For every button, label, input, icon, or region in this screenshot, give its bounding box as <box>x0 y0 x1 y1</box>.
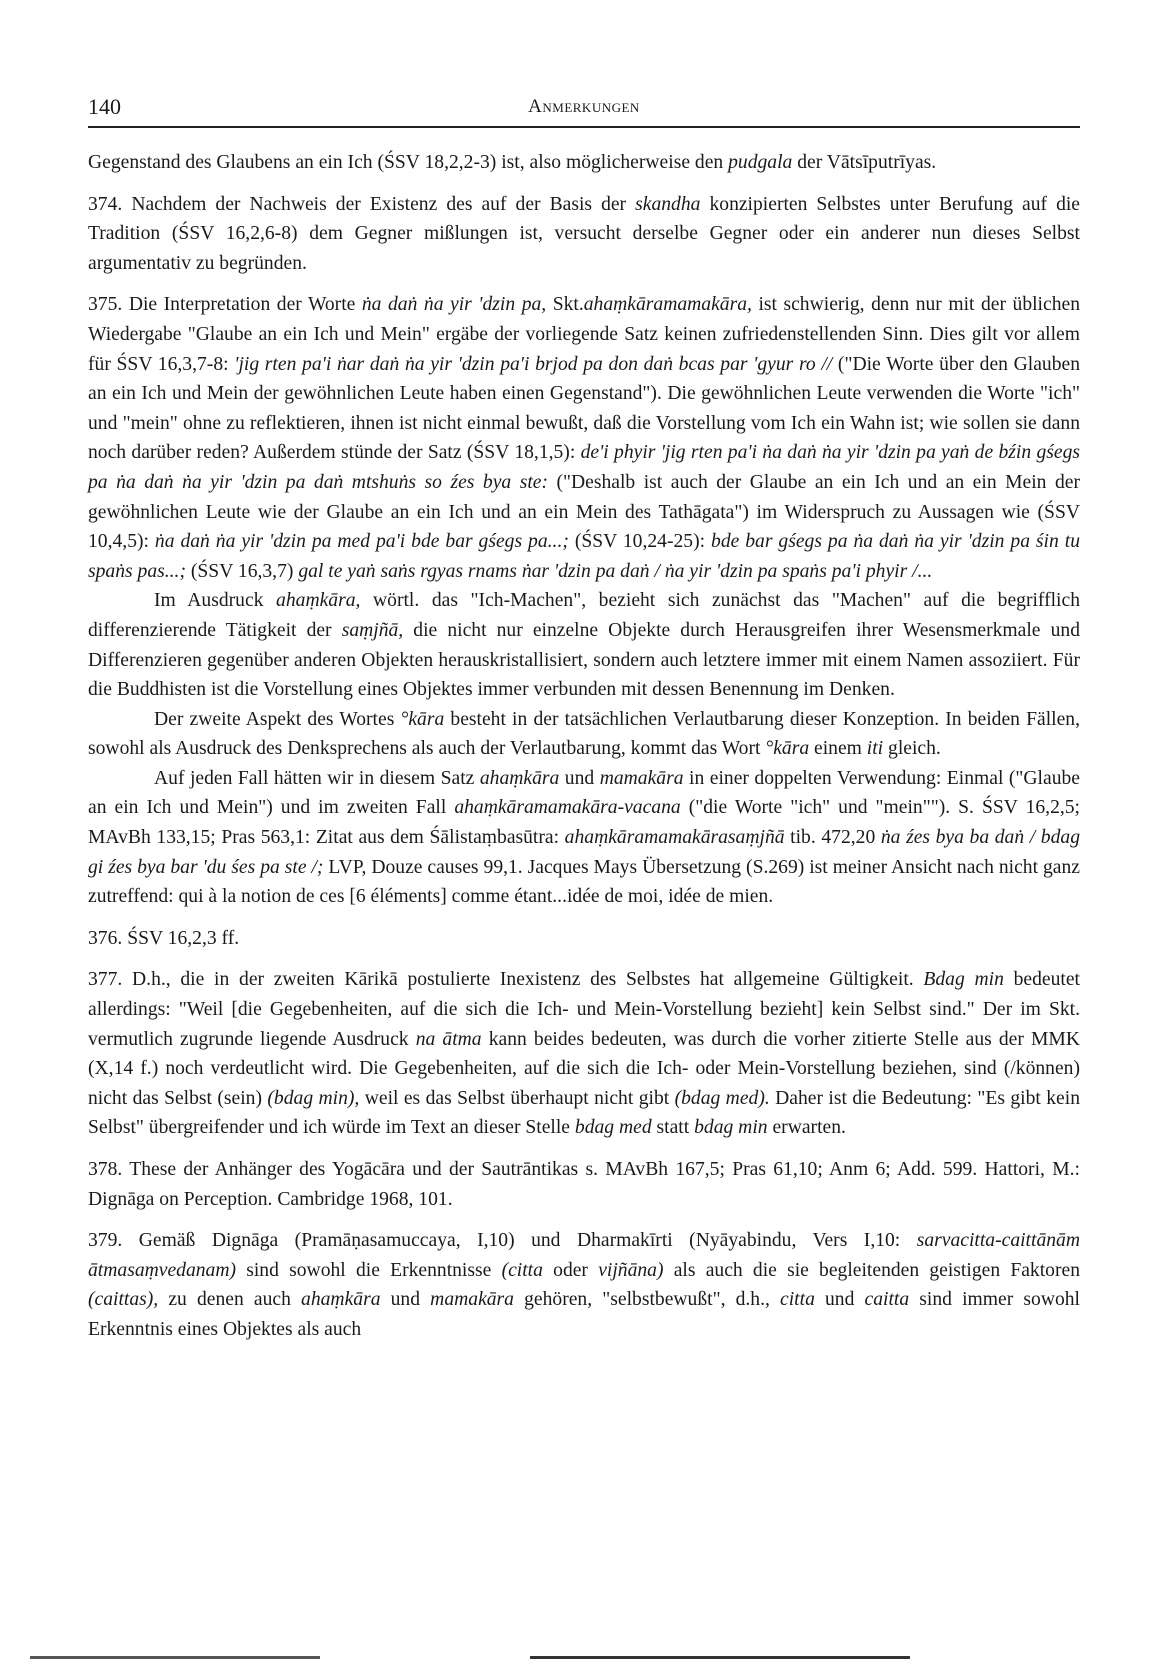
italic-term: ahaṃkāramamakārasaṃjñā <box>564 827 785 849</box>
text-run: tib. 472,20 <box>784 827 881 849</box>
text-run: wörtl. das "Ich-Machen", bezieht sich zunächst das "Machen" auf die begrifflich differenzierende Tätigkeit der <box>88 590 1080 641</box>
text-run: Auf jeden Fall hätten wir in diesem Satz <box>154 767 480 789</box>
italic-term: (bdag med). <box>674 1087 770 1109</box>
italic-term: vijñāna) <box>598 1259 664 1281</box>
note-374 <box>88 190 1080 279</box>
text-run: konzipierten Selbstes unter Berufung auf die Tradition (ŚSV 16,2,6-8) dem Gegner mißlungen ist, versucht derselbe Gegner oder ein anderer nun dieses Selbst argumentativ zu begründen. <box>88 193 1081 274</box>
text-run: zu denen auch <box>158 1289 302 1311</box>
text-run: gehören, "selbstbewußt", d.h., <box>513 1289 781 1311</box>
text-run: in einer doppelten Verwendung: Einmal ("Glaube an ein Ich und Mein") und im zweiten Fall <box>88 767 1080 819</box>
text-run: oder <box>542 1259 599 1281</box>
text-run: der Vātsīputrīyas. <box>792 152 937 173</box>
scan-edge-left <box>30 1656 320 1659</box>
italic-term: de'i phyir 'jig rten pa'i ṅa daṅ ṅa yir 'dzin pa yaṅ de bźin gśegs pa ṅa daṅ ṅa yir 'dzin pa daṅ mtshuṅs so źes bya ste: <box>88 442 1081 493</box>
italic-term: ahaṃkāramamakāra-vacana <box>454 797 681 819</box>
text-run: LVP, Douze causes 99,1. Jacques Mays Übersetzung (S.269) ist meiner Ansicht nach nicht ganz zutreffend: qui à la notion de ces [6 éléments] comme étant...idée de moi, idée de mien. <box>88 856 1080 908</box>
note-378 <box>88 1155 1080 1214</box>
document-page <box>88 92 1080 1357</box>
text-run: Der zweite Aspekt des Wortes <box>154 708 401 730</box>
running-head: Anmerkungen <box>528 96 640 117</box>
text-run: 376. ŚSV 16,2,3 ff. <box>88 927 240 949</box>
text-run: 377. D.h., die in der zweiten Kārikā postulierte Inexistenz des Selbstes hat allgemeine Gültigkeit. <box>88 969 924 991</box>
text-run: ("Deshalb ist auch der Glaube an ein Ich und an ein Mein der gewöhnlichen Leute wie der Glaube an ein Ich und an ein Mein des Tathāgata") im Widerspruch zu Aussagen wie (ŚSV 10,4,5): <box>88 471 1081 553</box>
italic-term: (caittas), <box>88 1289 159 1311</box>
text-run: bedeutet allerdings: "Weil [die Gegebenheiten, auf die sich die Ich- und Mein-Vorstellung bezieht] kein Selbst sind." Der im Skt. vermutlich zugrunde liegende Ausdruck <box>88 969 1080 1050</box>
page-number: 140 <box>88 94 121 119</box>
italic-term: °kāra <box>400 708 445 730</box>
note-376 <box>88 924 1080 954</box>
italic-term: Bdag min <box>923 969 1004 991</box>
text-run: 379. Gemäß Dignāga (Pramāṇasamuccaya, I,10) und Dharmakīrti (Nyāyabindu, Vers I,10: <box>88 1230 917 1252</box>
text-run: Daher ist die Bedeutung: "Es gibt kein Selbst" übergreifender und ich würde im Text an dieser Stelle <box>88 1087 1080 1139</box>
text-run: erwarten. <box>767 1117 846 1139</box>
text-run: 374. Nachdem der Nachweis der Existenz des auf der Basis der <box>88 193 636 215</box>
italic-term: mamakāra <box>430 1289 514 1311</box>
text-run: 378. These der Anhänger des Yogācāra und der Sautrāntikas s. MAvBh 167,5; Pras 61,10; Anm 6; Add. 599. Hattori, M.: Dignāga on Perception. Cambridge 1968, 101. <box>88 1159 1080 1210</box>
paragraph-kara <box>88 705 1080 764</box>
text-run: sind sowohl die Erkenntnisse <box>236 1259 502 1281</box>
scan-edge-center <box>530 1656 910 1659</box>
italic-term: caitta <box>864 1289 910 1311</box>
text-run: (ŚSV 10,24-25): <box>568 531 712 553</box>
text-run: ist schwierig, denn nur mit der üblichen Wiedergabe "Glaube an ein Ich und Mein" ergäbe der vorliegende Satz keinen zufriedenstellenden Sinn. Dies gilt vor allem für ŚSV 16,3,7-8: <box>88 294 1080 375</box>
italic-term: ṅa daṅ ṅa yir 'dzin pa med pa'i bde bar gśegs pa...; <box>154 531 569 553</box>
text-run: einem <box>809 738 867 760</box>
text-run: 375. Die Interpretation der Worte <box>88 294 362 316</box>
italic-term: ahaṃkāra <box>479 767 560 789</box>
text-run: als auch die sie begleitenden geistigen Faktoren <box>663 1259 1080 1281</box>
text-run: Im Ausdruck <box>154 590 277 612</box>
italic-term: ṅa daṅ ṅa yir 'dzin pa, <box>361 294 547 316</box>
italic-term: (bdag min), <box>267 1087 360 1109</box>
text-run: ("Die Worte über den Glauben an ein Ich und Mein der gewöhnlichen Leute haben einen Gegenstand"). Die gewöhnlichen Leute verwenden die Worte "ich" und "mein" ohne zu reflektieren, ihnen ist nicht einmal bewußt, daß die Vorstellung vom Ich ein Wahn ist; wie sollen sie dann noch darüber reden? Außerdem stünde der Satz (ŚSV 18,1,5): <box>88 353 1080 464</box>
italic-term: ahaṃkāra, <box>276 590 361 612</box>
italic-term: pudgala <box>728 152 793 173</box>
italic-term: citta <box>780 1289 815 1311</box>
italic-term: ahaṃkāramamakāra, <box>583 294 752 316</box>
notes-body <box>88 148 1080 1345</box>
italic-term: bdag min <box>694 1117 768 1139</box>
text-run: sind immer sowohl Erkenntnis eines Objektes als auch <box>88 1289 1081 1340</box>
paragraph-ahamkara <box>88 586 1080 704</box>
italic-term: na ātma <box>415 1028 482 1050</box>
text-run: weil es das Selbst überhaupt nicht gibt <box>359 1087 675 1109</box>
text-run: besteht in der tatsächlichen Verlautbarung dieser Konzeption. In beiden Fällen, sowohl als Ausdruck des Denksprechens als auch der Verlautbarung, kommt das Wort <box>88 708 1080 760</box>
text-run: (ŚSV 16,3,7) <box>185 560 299 582</box>
italic-term: ahaṃkāra <box>301 1289 381 1311</box>
text-run: und <box>559 767 600 789</box>
text-run: und <box>814 1289 865 1311</box>
italic-term: gal te yaṅ saṅs rgyas rnams ṅar 'dzin pa daṅ / ṅa yir 'dzin pa spaṅs pa'i phyir /... <box>298 560 933 582</box>
paragraph-doppelte-verwendung <box>88 764 1080 912</box>
text-run: die nicht nur einzelne Objekte durch Herausgreifen ihrer Wesensmerkmale und Differenzieren gegenüber anderen Objekten herauskristallisiert, sondern auch letztere immer mit einem Namen assoziiert. Für die Buddhisten ist die Vorstellung eines Objektes immer verbunden mit dessen Benennung im Denken. <box>88 619 1080 701</box>
italic-term: bde bar gśegs pa ṅa daṅ ṅa yir 'dzin pa śin tu spaṅs pas...; <box>88 531 1080 582</box>
italic-term: saṃjñā, <box>341 619 404 641</box>
note-375 <box>88 290 1080 586</box>
note-377 <box>88 965 1080 1143</box>
text-run: Skt. <box>546 294 584 316</box>
italic-term: mamakāra <box>599 767 684 789</box>
note-continuation <box>88 148 1080 178</box>
italic-term: ṅa źes bya ba daṅ / bdag gi źes bya bar 'du śes pa ste /; <box>88 827 1080 878</box>
italic-term: (citta <box>501 1259 543 1281</box>
note-379 <box>88 1226 1080 1344</box>
text-run: Gegenstand des Glaubens an ein Ich (ŚSV 18,2,2-3) ist, also möglicherweise den <box>88 152 729 173</box>
italic-term: 'jig rten pa'i ṅar daṅ ṅa yir 'dzin pa'i brjod pa don daṅ bcas par 'gyur ro // <box>234 353 833 375</box>
page-header <box>88 92 1080 128</box>
text-run: und <box>380 1289 431 1311</box>
text-run: statt <box>651 1117 695 1139</box>
text-run: ("die Worte "ich" und "mein""). S. ŚSV 16,2,5; MAvBh 133,15; Pras 563,1: Zitat aus dem Śālistaṃbasūtra: <box>88 797 1080 849</box>
italic-term: bdag med <box>574 1117 652 1139</box>
italic-term: iti <box>866 738 884 760</box>
italic-term: °kāra <box>765 738 810 760</box>
italic-term: skandha <box>635 193 701 215</box>
text-run: gleich. <box>883 738 941 760</box>
text-run: kann beides bedeuten, was durch die vorher zitierte Stelle aus der MMK (X,14 f.) noch verdeutlicht wird. Die Gegebenheiten, auf die sich die Ich- oder Mein-Vorstellung beziehen, sind (/können) nicht das Selbst (sein) <box>88 1028 1080 1109</box>
italic-term: sarvacitta-caittānām ātmasaṃvedanam) <box>88 1230 1080 1281</box>
